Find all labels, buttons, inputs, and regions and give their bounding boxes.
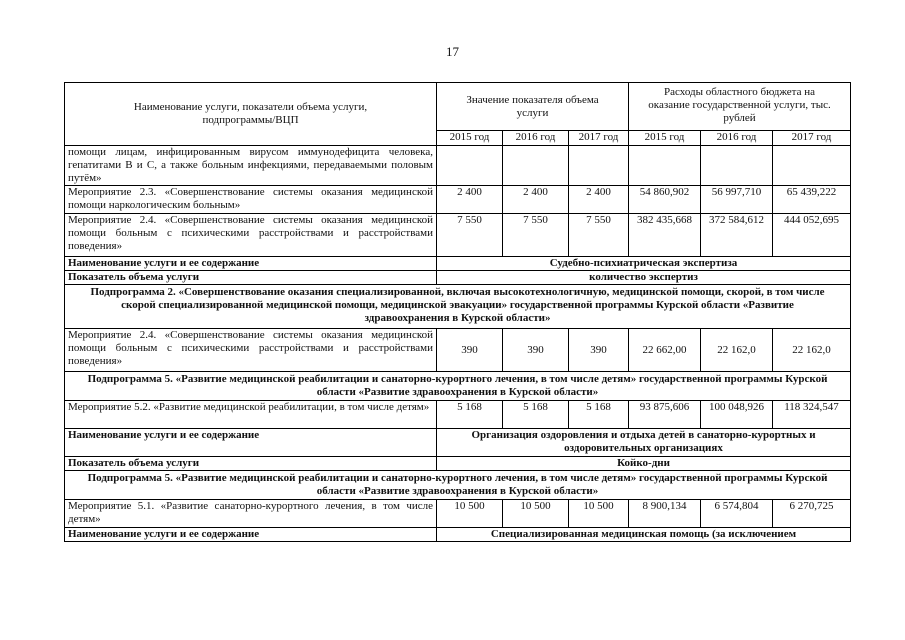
row-label: Наименование услуги и ее содержание <box>65 528 437 542</box>
table-row <box>65 401 851 429</box>
row-text: Мероприятие 2.4. «Совершенствование системы оказания медицинской помощи больным с психическими расстройствами и расстройствами поведения» <box>65 214 437 257</box>
header-row <box>65 83 851 131</box>
table-row <box>65 457 851 471</box>
value-cell: 2 400 <box>503 186 569 214</box>
year-cell: 2016 год <box>503 131 569 146</box>
value-cell: 7 550 <box>569 214 629 257</box>
row-text: Мероприятие 2.4. «Совершенствование системы оказания медицинской помощи больным с психическими расстройствами и расстройствами поведения» <box>65 329 437 372</box>
value-cell: 93 875,606 <box>629 401 701 429</box>
row-value: количество экспертиз <box>437 271 851 285</box>
header-value-group: Значение показателя объема услуги <box>437 83 629 131</box>
value-cell: 22 162,0 <box>773 329 851 372</box>
value-cell: 56 997,710 <box>701 186 773 214</box>
value-cell: 444 052,695 <box>773 214 851 257</box>
table-row <box>65 186 851 214</box>
value-cell: 10 500 <box>437 500 503 528</box>
value-cell: 5 168 <box>437 401 503 429</box>
value-cell: 6 270,725 <box>773 500 851 528</box>
value-cell: 7 550 <box>437 214 503 257</box>
row-value: Специализированная медицинская помощь (за исключением <box>437 528 851 542</box>
row-text: Мероприятие 5.1. «Развитие санаторно-курортного лечения, в том числе детям» <box>65 500 437 528</box>
value-cell: 390 <box>569 329 629 372</box>
year-cell: 2015 год <box>437 131 503 146</box>
year-cell: 2017 год <box>773 131 851 146</box>
subprogram-heading: Подпрограмма 5. «Развитие медицинской реабилитации и санаторно-курортного лечения, в том числе детям» государственной программы Курской области «Развитие здравоохранения в Курской области» <box>65 372 851 401</box>
year-cell: 2017 год <box>569 131 629 146</box>
table-row <box>65 500 851 528</box>
row-text: Мероприятие 5.2. «Развитие медицинской реабилитации, в том числе детям» <box>65 401 437 429</box>
row-label: Показатель объема услуги <box>65 457 437 471</box>
table-row <box>65 257 851 271</box>
value-cell: 8 900,134 <box>629 500 701 528</box>
value-cell: 22 662,00 <box>629 329 701 372</box>
header-expense-group: Расходы областного бюджета на оказание государственной услуги, тыс. рублей <box>629 83 851 131</box>
table-row <box>65 528 851 542</box>
table-row <box>65 372 851 401</box>
value-cell: 54 860,902 <box>629 186 701 214</box>
table-row <box>65 146 851 186</box>
header-name-col: Наименование услуги, показатели объема услуги, подпрограммы/ВЦП <box>65 83 437 146</box>
subprogram-heading: Подпрограмма 5. «Развитие медицинской реабилитации и санаторно-курортного лечения, в том числе детям» государственной программы Курской области «Развитие здравоохранения в Курской области» <box>65 471 851 500</box>
value-cell: 22 162,0 <box>701 329 773 372</box>
table-row <box>65 471 851 500</box>
services-table <box>64 82 851 542</box>
value-cell: 2 400 <box>437 186 503 214</box>
row-text: помощи лицам, инфицированным вирусом иммунодефицита человека, гепатитами В и С, а также больным инфекциями, передаваемыми половым путём» <box>65 146 437 186</box>
row-value: Судебно-психиатрическая экспертиза <box>437 257 851 271</box>
row-text: Мероприятие 2.3. «Совершенствование системы оказания медицинской помощи наркологическим больным» <box>65 186 437 214</box>
value-cell: 118 324,547 <box>773 401 851 429</box>
row-value: Койко-дни <box>437 457 851 471</box>
table-row <box>65 214 851 257</box>
value-cell: 7 550 <box>503 214 569 257</box>
value-cell: 10 500 <box>569 500 629 528</box>
year-cell: 2015 год <box>629 131 701 146</box>
page-number: 17 <box>446 44 459 59</box>
value-cell: 6 574,804 <box>701 500 773 528</box>
table-row <box>65 271 851 285</box>
value-cell: 390 <box>503 329 569 372</box>
value-cell: 390 <box>437 329 503 372</box>
value-cell: 5 168 <box>503 401 569 429</box>
row-label: Показатель объема услуги <box>65 271 437 285</box>
value-cell: 2 400 <box>569 186 629 214</box>
value-cell: 372 584,612 <box>701 214 773 257</box>
value-cell: 10 500 <box>503 500 569 528</box>
table-row <box>65 285 851 329</box>
value-cell: 65 439,222 <box>773 186 851 214</box>
year-cell: 2016 год <box>701 131 773 146</box>
row-label: Наименование услуги и ее содержание <box>65 429 437 457</box>
value-cell: 100 048,926 <box>701 401 773 429</box>
value-cell: 5 168 <box>569 401 629 429</box>
row-value: Организация оздоровления и отдыха детей в санаторно-курортных и оздоровительных организациях <box>437 429 851 457</box>
subprogram-heading: Подпрограмма 2. «Совершенствование оказания специализированной, включая высокотехнологичную, медицинской помощи, скорой, в том числе скорой специализированной медицинской помощи, медицинской эвакуации» государственной программы Курской области «Развитие здравоохранения в Курской области» <box>65 285 851 329</box>
value-cell: 382 435,668 <box>629 214 701 257</box>
table-row <box>65 329 851 372</box>
row-label: Наименование услуги и ее содержание <box>65 257 437 271</box>
table-row <box>65 429 851 457</box>
